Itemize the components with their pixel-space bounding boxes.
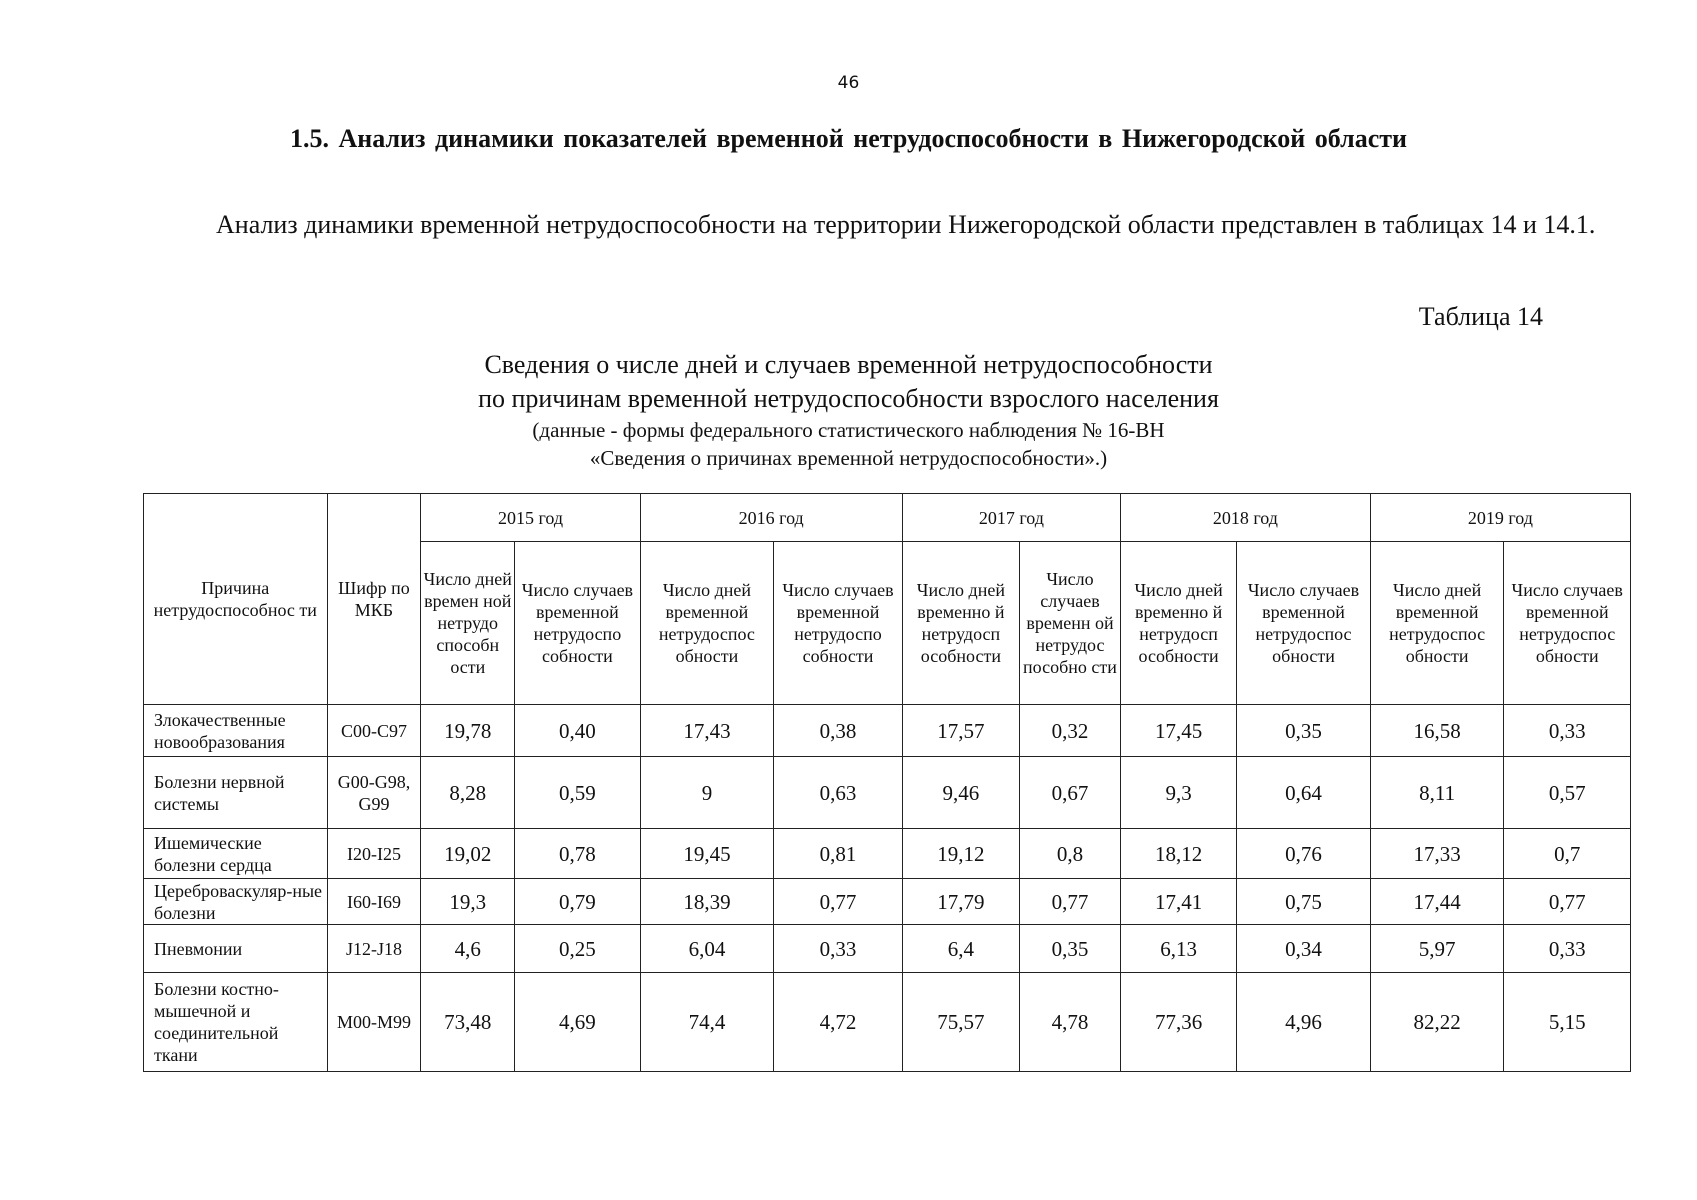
table-label: Таблица 14 [1418, 302, 1543, 331]
value-cell: 16,58 [1370, 705, 1504, 757]
header-row-years [144, 494, 1631, 542]
value-cell: 19,78 [421, 705, 515, 757]
header-subcolumn: Число дней временно й нетрудосп особности [1120, 542, 1236, 705]
value-cell: 17,33 [1370, 829, 1504, 879]
value-cell: 75,57 [902, 973, 1019, 1072]
page-number: 46 [837, 73, 860, 93]
value-cell: 0,34 [1237, 925, 1371, 973]
value-cell: 19,45 [640, 829, 774, 879]
value-cell: 17,57 [902, 705, 1019, 757]
code-cell: G00-G98, G99 [327, 757, 421, 829]
value-cell: 0,67 [1020, 757, 1121, 829]
value-cell: 8,11 [1370, 757, 1504, 829]
value-cell: 0,33 [1504, 925, 1631, 973]
cause-cell: Болезни нервной системы [144, 757, 328, 829]
value-cell: 77,36 [1120, 973, 1236, 1072]
code-cell: J12-J18 [327, 925, 421, 973]
value-cell: 0,77 [1504, 879, 1631, 925]
value-cell: 73,48 [421, 973, 515, 1072]
value-cell: 82,22 [1370, 973, 1504, 1072]
code-cell: I60-I69 [327, 879, 421, 925]
value-cell: 19,3 [421, 879, 515, 925]
value-cell: 5,15 [1504, 973, 1631, 1072]
value-cell: 0,35 [1020, 925, 1121, 973]
value-cell: 18,39 [640, 879, 774, 925]
header-subcolumn: Число случаев временной нетрудоспос обности [1237, 542, 1371, 705]
value-cell: 0,76 [1237, 829, 1371, 879]
value-cell: 4,6 [421, 925, 515, 973]
value-cell: 9 [640, 757, 774, 829]
value-cell: 17,41 [1120, 879, 1236, 925]
value-cell: 0,81 [774, 829, 903, 879]
value-cell: 0,33 [774, 925, 903, 973]
value-cell: 4,78 [1020, 973, 1121, 1072]
table-row [144, 973, 1631, 1072]
value-cell: 6,4 [902, 925, 1019, 973]
header-subcolumn: Число дней временной нетрудоспос обности [1370, 542, 1504, 705]
value-cell: 0,59 [515, 757, 640, 829]
value-cell: 19,02 [421, 829, 515, 879]
cause-cell: Пневмонии [144, 925, 328, 973]
value-cell: 4,69 [515, 973, 640, 1072]
value-cell: 9,46 [902, 757, 1019, 829]
value-cell: 0,77 [1020, 879, 1121, 925]
value-cell: 0,75 [1237, 879, 1371, 925]
cause-cell: Болезни костно-мышечной и соединительной ткани [144, 973, 328, 1072]
section-heading: 1.5. Анализ динамики показателей временной нетрудоспособности в Нижегородской области [289, 124, 1408, 153]
value-cell: 17,79 [902, 879, 1019, 925]
value-cell: 0,64 [1237, 757, 1371, 829]
value-cell: 17,45 [1120, 705, 1236, 757]
value-cell: 4,72 [774, 973, 903, 1072]
value-cell: 0,57 [1504, 757, 1631, 829]
cause-cell: Злокачественные новообразования [144, 705, 328, 757]
value-cell: 0,79 [515, 879, 640, 925]
header-year: 2018 год [1120, 494, 1370, 542]
value-cell: 0,40 [515, 705, 640, 757]
table-row [144, 829, 1631, 879]
value-cell: 74,4 [640, 973, 774, 1072]
table-caption-line-4: «Сведения о причинах временной нетрудоспособности».) [589, 446, 1108, 470]
value-cell: 0,78 [515, 829, 640, 879]
table-row [144, 757, 1631, 829]
table-row [144, 925, 1631, 973]
value-cell: 19,12 [902, 829, 1019, 879]
value-cell: 6,13 [1120, 925, 1236, 973]
value-cell: 0,77 [774, 879, 903, 925]
value-cell: 0,63 [774, 757, 903, 829]
header-subcolumn: Число случаев временн ой нетрудос пособно сти [1020, 542, 1121, 705]
code-cell: С00-С97 [327, 705, 421, 757]
cause-cell: Цереброваскуляр-ные болезни [144, 879, 328, 925]
table-row [144, 705, 1631, 757]
value-cell: 8,28 [421, 757, 515, 829]
value-cell: 9,3 [1120, 757, 1236, 829]
header-year: 2016 год [640, 494, 902, 542]
value-cell: 0,32 [1020, 705, 1121, 757]
code-cell: I20-I25 [327, 829, 421, 879]
value-cell: 6,04 [640, 925, 774, 973]
table-row [144, 879, 1631, 925]
header-subcolumn: Число дней временной нетрудоспос обности [640, 542, 774, 705]
value-cell: 17,43 [640, 705, 774, 757]
value-cell: 0,25 [515, 925, 640, 973]
header-subcolumn: Число случаев временной нетрудоспо собности [774, 542, 903, 705]
value-cell: 0,35 [1237, 705, 1371, 757]
header-subcolumn: Число случаев временной нетрудоспо собности [515, 542, 640, 705]
table-caption-line-2: по причинам временной нетрудоспособности взрослого населения [478, 384, 1219, 413]
cause-cell: Ишемические болезни сердца [144, 829, 328, 879]
header-code: Шифр по МКБ [327, 494, 421, 705]
header-subcolumn: Число случаев временной нетрудоспос обности [1504, 542, 1631, 705]
value-cell: 17,44 [1370, 879, 1504, 925]
table-caption-line-3: (данные - формы федерального статистического наблюдения № 16-ВН [532, 418, 1165, 442]
data-table [143, 493, 1631, 1072]
value-cell: 0,8 [1020, 829, 1121, 879]
table-caption-line-1: Сведения о числе дней и случаев временной нетрудоспособности [484, 350, 1213, 379]
header-year: 2017 год [902, 494, 1120, 542]
value-cell: 4,96 [1237, 973, 1371, 1072]
header-year: 2015 год [421, 494, 640, 542]
value-cell: 18,12 [1120, 829, 1236, 879]
intro-paragraph: Анализ динамики временной нетрудоспособности на территории Нижегородской области представлен в таблицах 14 и 14.1. [216, 210, 1596, 239]
table-body [144, 494, 1631, 1072]
header-cause: Причина нетрудоспособнос ти [144, 494, 328, 705]
header-subcolumn: Число дней времен ной нетрудо способн ости [421, 542, 515, 705]
value-cell: 0,38 [774, 705, 903, 757]
value-cell: 0,33 [1504, 705, 1631, 757]
header-subcolumn: Число дней временно й нетрудосп особности [902, 542, 1019, 705]
value-cell: 5,97 [1370, 925, 1504, 973]
code-cell: M00-M99 [327, 973, 421, 1072]
value-cell: 0,7 [1504, 829, 1631, 879]
header-year: 2019 год [1370, 494, 1630, 542]
